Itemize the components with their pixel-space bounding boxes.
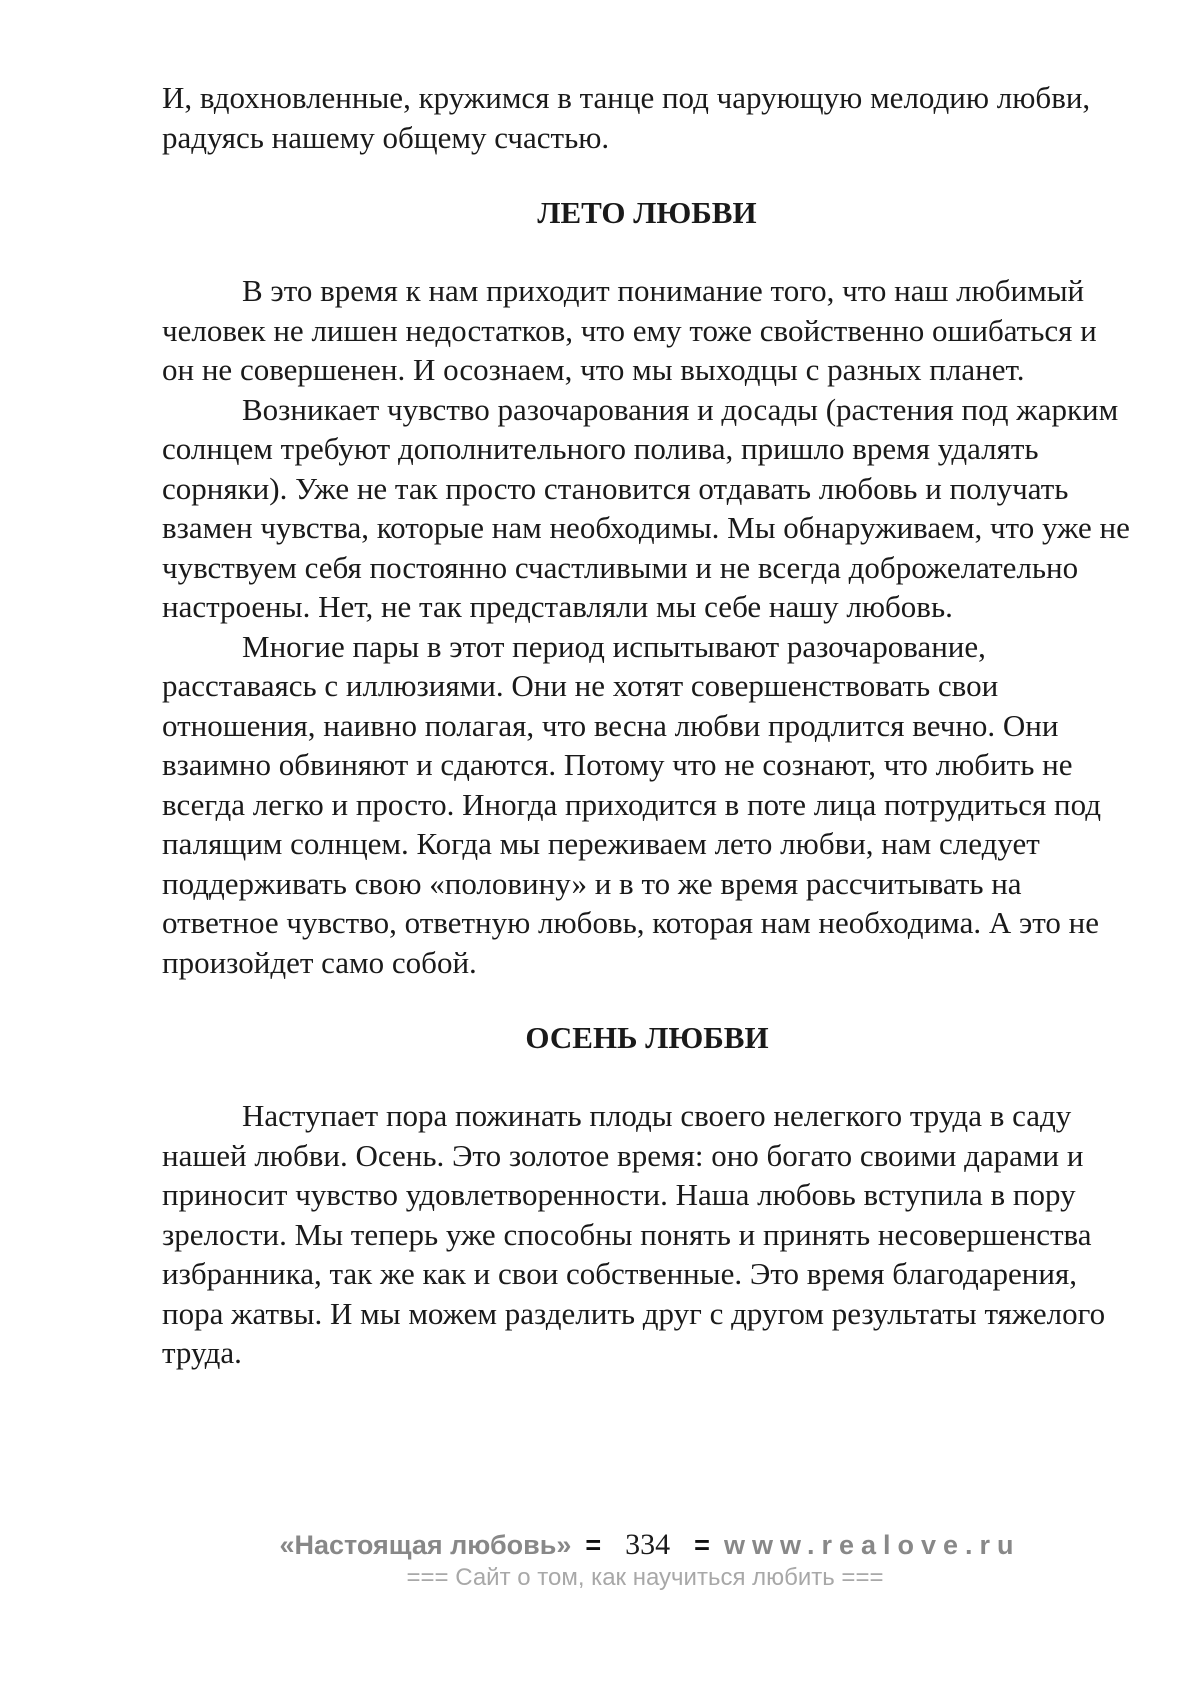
footer-site-link[interactable]: www.realove.ru <box>723 1530 1021 1560</box>
paragraph: Многие пары в этот период испытывают разочарование, расставаясь с иллюзиями. Они не хотят совершенствовать свои отношения, наивно полагая, что весна любви продлится вечно. Они взаимно обвиняют и сдаются. Потому что не сознают, что любить не всегда легко и просто. Иногда приходится в поте лица потрудиться под палящим солнцем. Когда мы переживаем лето любви, нам следует поддерживать свою «половину» и в то же время рассчитывать на ответное чувство, ответную любовь, которая нам необходима. А это не произойдет само собой. <box>162 628 1101 980</box>
footer-separator: = <box>694 1530 710 1560</box>
page-footer <box>0 1528 1200 1594</box>
paragraph: Возникает чувство разочарования и досады (растения под жарким солнцем требуют дополнительного полива, пришло время удалять сорняки). Уже не так просто становится отдавать любовь и получать взамен чувства, которые нам необходимы. Мы обнаруживаем, что уже не чувствуем себя постоянно счастливыми и не всегда доброжелательно настроены. Нет, не так представляли мы себе нашу любовь. <box>162 391 1130 624</box>
paragraph: В это время к нам приходит понимание того, что наш любимый человек не лишен недостатков, что ему тоже свойственно ошибаться и он не совершенен. И осознаем, что мы выходцы с разных планет. <box>162 273 1097 387</box>
section-heading-summer: ЛЕТО ЛЮБВИ <box>537 195 757 230</box>
footer-book-title: «Настоящая любовь» <box>279 1530 572 1560</box>
paragraph: Наступает пора пожинать плоды своего нелегкого труда в саду нашей любви. Осень. Это золотое время: оно богато своими дарами и приносит чувство удовлетворенности. Наша любовь вступила в пору зрелости. Мы теперь уже способны понять и принять несовершенства избранника, так же как и свои собственные. Это время благодарения, пора жатвы. И мы можем разделить друг с другом результаты тяжелого труда. <box>162 1098 1106 1370</box>
page-body <box>162 78 1132 1373</box>
lead-paragraph: И, вдохновленные, кружимся в танце под чарующую мелодию любви, радуясь нашему общему счастью. <box>162 80 1091 155</box>
page-number: 334 <box>625 1528 671 1561</box>
footer-line <box>100 1528 1200 1562</box>
section-heading-autumn: ОСЕНЬ ЛЮБВИ <box>525 1020 769 1055</box>
footer-tagline: === Сайт о том, как научиться любить === <box>406 1564 884 1591</box>
footer-separator: = <box>585 1530 602 1560</box>
